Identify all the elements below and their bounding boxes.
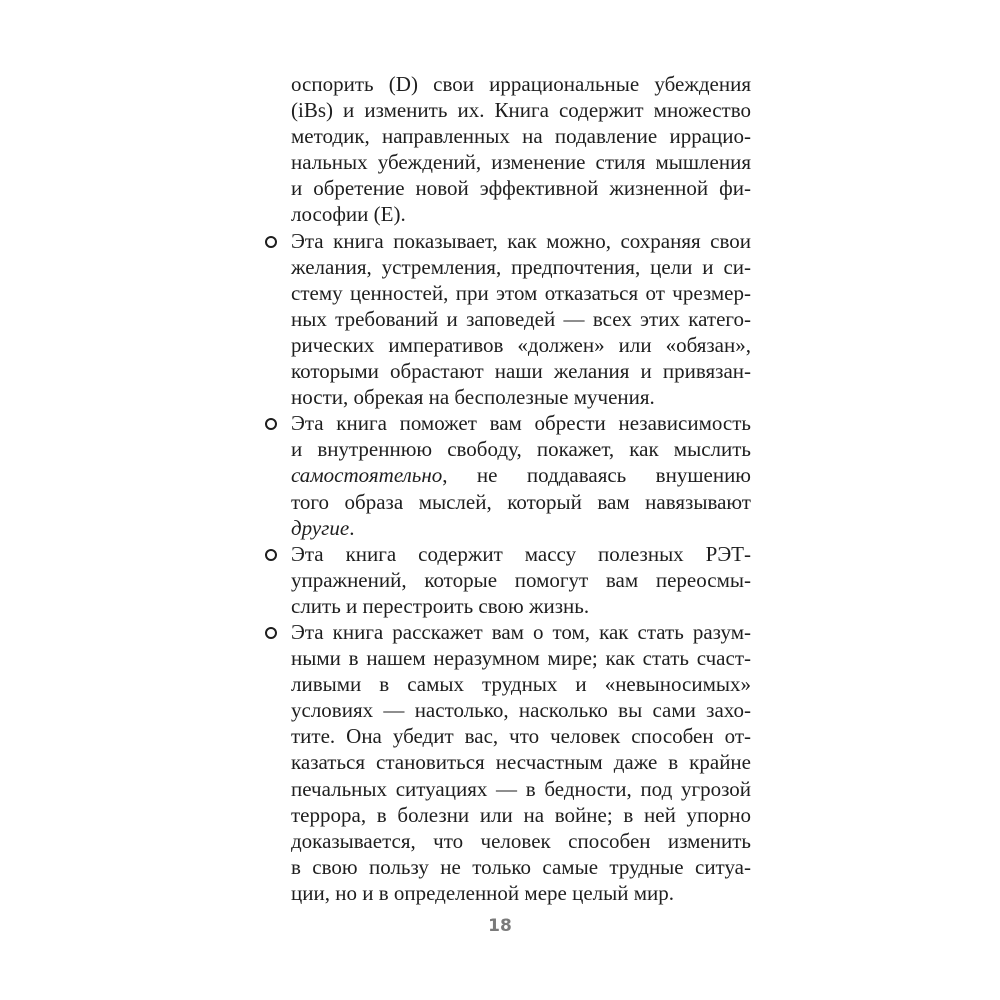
- circle-bullet-icon: [265, 627, 277, 639]
- text-line: ных требований и заповедей — всех этих катего-: [291, 306, 751, 331]
- text-line: печальных ситуациях — в бедности, под угрозой: [291, 776, 751, 801]
- text-line: лософии (E).: [291, 202, 406, 227]
- text-line: тите. Она убедит вас, что человек способен от-: [291, 724, 751, 749]
- circle-bullet-icon: [265, 236, 277, 248]
- body-text: [291, 71, 751, 906]
- text-line: доказывается, что человек способен изменить: [291, 828, 751, 853]
- intro-paragraph: [291, 71, 751, 228]
- text-line: того образа мыслей, который вам навязывают: [291, 489, 751, 514]
- circle-bullet-icon: [265, 418, 277, 430]
- text-line: казаться становиться несчастным даже в крайне: [291, 750, 751, 775]
- page-number: 18: [488, 916, 512, 936]
- text-line: террора, в болезни или на войне; в ней упорно: [291, 802, 751, 827]
- bullet-item: [291, 619, 751, 906]
- text-line: в свою пользу не только самые трудные ситуа-: [291, 854, 751, 879]
- text-line: оспорить (D) свои иррациональные убеждения: [291, 72, 751, 96]
- text-line: упражнений, которые помогут вам переосмы-: [291, 567, 751, 592]
- circle-bullet-icon: [265, 549, 277, 561]
- text-line: и внутреннюю свободу, покажет, как мыслить: [291, 437, 751, 462]
- bullet-item: [291, 410, 751, 540]
- text-line: Эта книга содержит массу полезных РЭТ-: [291, 541, 751, 566]
- text-segment: , не поддаваясь внушению: [442, 463, 751, 488]
- text-segment: .: [349, 515, 355, 540]
- text-line: Эта книга поможет вам обрести независимость: [291, 411, 751, 436]
- text-line: слить и перестроить свою жизнь.: [291, 593, 590, 618]
- italic-text: самостоятельно: [291, 463, 443, 488]
- text-line: которыми обрастают наши желания и привязан-: [291, 359, 751, 384]
- text-line: ности, обрекая на бесполезные мучения.: [291, 385, 655, 410]
- text-line: нальных убеждений, изменение стиля мышления: [291, 150, 751, 175]
- bullet-item: [291, 228, 751, 411]
- text-line: ции, но и в определенной мере целый мир.: [291, 880, 675, 905]
- text-line: условиях — настолько, насколько вы сами захо-: [291, 698, 751, 723]
- text-line: [291, 515, 751, 541]
- text-line: рических императивов «должен» или «обязан»,: [291, 332, 751, 357]
- text-line: ливыми в самых трудных и «невыносимых»: [291, 672, 751, 697]
- text-line: [291, 462, 751, 488]
- text-line: Эта книга расскажет вам о том, как стать разум-: [291, 619, 751, 644]
- text-line: (iBs) и изменить их. Книга содержит множество: [291, 98, 751, 123]
- bullet-item: [291, 541, 751, 619]
- text-line: Эта книга показывает, как можно, сохраняя свои: [291, 228, 751, 253]
- text-line: и обретение новой эффективной жизненной фи-: [291, 176, 751, 201]
- text-line: желания, устремления, предпочтения, цели и си-: [291, 254, 751, 279]
- text-line: методик, направленных на подавление иррацио-: [291, 124, 751, 149]
- text-line: ными в нашем неразумном мире; как стать счаст-: [291, 646, 751, 671]
- text-line: стему ценностей, при этом отказаться от чрезмер-: [291, 280, 751, 305]
- italic-text: другие: [291, 515, 350, 540]
